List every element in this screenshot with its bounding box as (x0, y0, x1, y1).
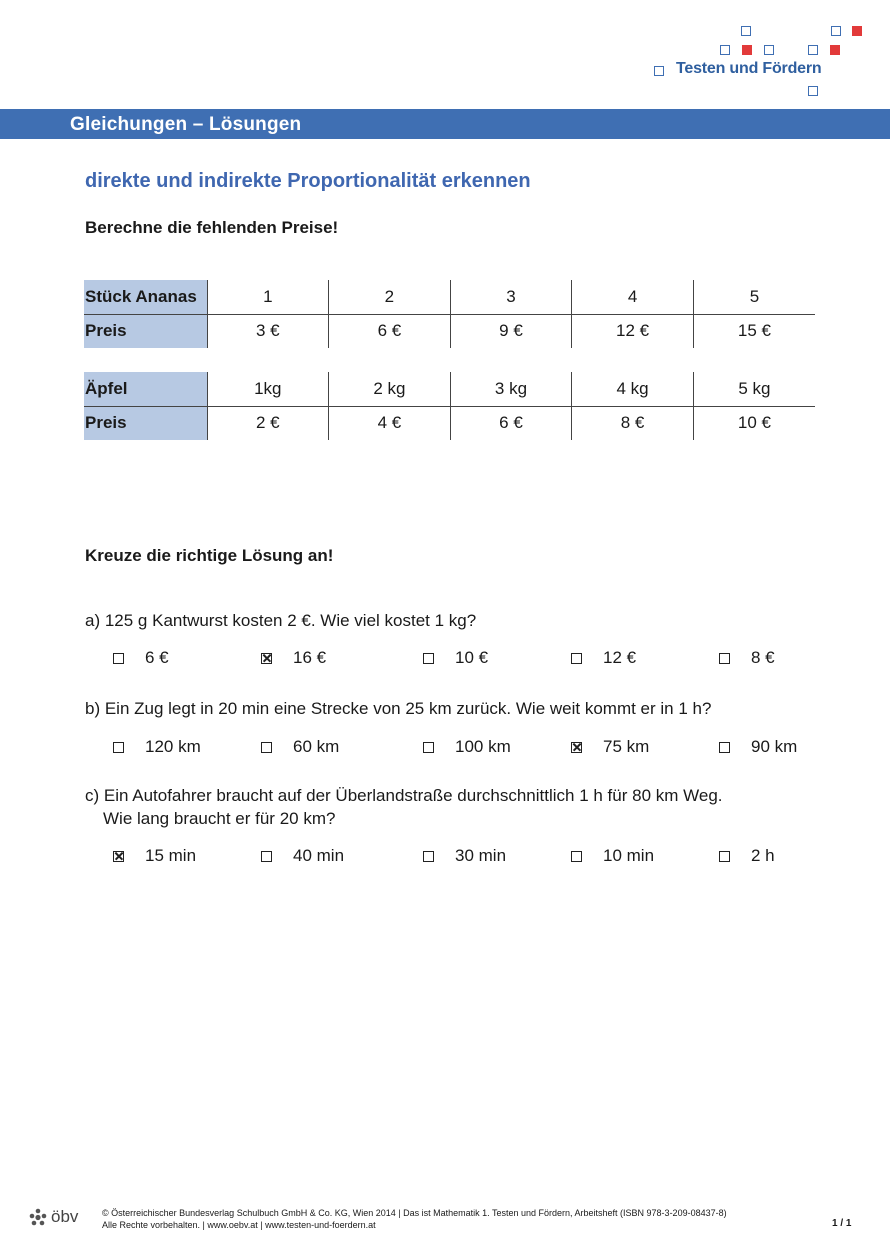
question-c: c) Ein Autofahrer braucht auf der Überlandstraße durchschnittlich 1 h für 80 km Weg. (85, 786, 723, 805)
table-cell: 4 kg (572, 372, 694, 406)
checkbox-icon[interactable] (423, 742, 434, 753)
answer-option[interactable] (261, 737, 339, 757)
table-row (84, 280, 815, 314)
logo-square (764, 45, 774, 55)
page-title: Gleichungen – Lösungen (70, 114, 302, 135)
checkbox-icon[interactable] (423, 653, 434, 664)
table-row (84, 314, 815, 348)
answer-option[interactable] (113, 737, 201, 757)
logo-square (742, 45, 752, 55)
table-cell: 10 € (693, 406, 815, 440)
answer-option[interactable] (719, 846, 775, 866)
logo-square (852, 26, 862, 36)
logo-square (831, 26, 841, 36)
table-cell: 2 € (207, 406, 329, 440)
task2-instruction: Kreuze die richtige Lösung an! (85, 546, 334, 565)
question-a: a) 125 g Kantwurst kosten 2 €. Wie viel kostet 1 kg? (85, 611, 477, 630)
answer-option[interactable] (423, 648, 488, 668)
logo-square (830, 45, 840, 55)
row-label: Stück Ananas (84, 280, 207, 314)
option-label: 8 € (751, 648, 775, 667)
logo-square (654, 66, 664, 76)
option-label: 16 € (293, 648, 327, 667)
answer-option[interactable] (571, 737, 649, 757)
answer-option[interactable] (423, 846, 506, 866)
answer-option[interactable] (571, 846, 654, 866)
table-cell: 5 kg (693, 372, 815, 406)
option-label: 2 h (751, 846, 775, 865)
table-row (84, 372, 815, 406)
table-cell: 3 € (207, 314, 329, 348)
checkbox-icon[interactable] (261, 851, 272, 862)
option-label: 15 min (145, 846, 197, 865)
oebv-logo-icon (29, 1208, 47, 1226)
section-subtitle: direkte und indirekte Proportionalität erkennen (85, 170, 531, 192)
table-cell: 8 € (572, 406, 694, 440)
task1-instruction: Berechne die fehlenden Preise! (85, 218, 339, 237)
table-cell: 5 (693, 280, 815, 314)
answer-option[interactable] (113, 648, 169, 668)
answer-option[interactable] (423, 737, 511, 757)
option-label: 60 km (293, 737, 340, 756)
row-label: Preis (84, 314, 207, 348)
option-label: 90 km (751, 737, 798, 756)
table-cell: 3 kg (450, 372, 572, 406)
table-cell: 12 € (572, 314, 694, 348)
option-label: 40 min (293, 846, 345, 865)
answer-option[interactable] (261, 846, 344, 866)
table-cell: 9 € (450, 314, 572, 348)
answer-option[interactable] (571, 648, 636, 668)
table-cell: 4 (572, 280, 694, 314)
option-label: 100 km (455, 737, 511, 756)
checkbox-icon[interactable] (261, 742, 272, 753)
checkbox-icon[interactable] (113, 851, 124, 862)
footer-copyright: © Österreichischer Bundesverlag Schulbuch GmbH & Co. KG, Wien 2014 | Das ist Mathematik 1. Testen und Fördern, Arbeitsheft (ISBN 978-3-209-08437-8) (102, 1208, 727, 1218)
option-label: 6 € (145, 648, 169, 667)
option-label: 10 min (603, 846, 655, 865)
table-cell: 1kg (207, 372, 329, 406)
footer-links: Alle Rechte vorbehalten. | www.oebv.at | www.testen-und-foerdern.at (102, 1220, 376, 1230)
checkbox-icon[interactable] (571, 851, 582, 862)
option-label: 120 km (145, 737, 201, 756)
answer-option[interactable] (719, 737, 797, 757)
checkbox-icon[interactable] (423, 851, 434, 862)
page-number: 1 / 1 (832, 1218, 852, 1229)
table-cell: 1 (207, 280, 329, 314)
checkbox-icon[interactable] (113, 742, 124, 753)
checkbox-icon[interactable] (719, 653, 730, 664)
option-label: 30 min (455, 846, 507, 865)
question-b: b) Ein Zug legt in 20 min eine Strecke von 25 km zurück. Wie weit kommt er in 1 h? (85, 699, 712, 718)
checkbox-icon[interactable] (113, 653, 124, 664)
checkbox-icon[interactable] (719, 851, 730, 862)
answer-option[interactable] (113, 846, 196, 866)
checkbox-icon[interactable] (571, 653, 582, 664)
table-cell: 15 € (693, 314, 815, 348)
logo-square (720, 45, 730, 55)
option-label: 10 € (455, 648, 489, 667)
publisher-name: öbv (51, 1207, 79, 1226)
table-cell: 6 € (329, 314, 451, 348)
brand-name: Testen und Fördern (676, 60, 822, 77)
publisher-logo (29, 1207, 78, 1227)
option-label: 75 km (603, 737, 650, 756)
option-label: 12 € (603, 648, 637, 667)
table-cell: 2 (329, 280, 451, 314)
table-row (84, 406, 815, 440)
checkbox-icon[interactable] (261, 653, 272, 664)
logo-square (741, 26, 751, 36)
answer-option[interactable] (719, 648, 775, 668)
checkbox-icon[interactable] (719, 742, 730, 753)
pineapple-price-table (84, 280, 815, 348)
logo-square (808, 45, 818, 55)
row-label: Äpfel (84, 372, 207, 406)
question-c-line2: Wie lang braucht er für 20 km? (103, 809, 336, 828)
logo-square (808, 86, 818, 96)
answer-option[interactable] (261, 648, 326, 668)
table-cell: 4 € (329, 406, 451, 440)
table-cell: 2 kg (329, 372, 451, 406)
checkbox-icon[interactable] (571, 742, 582, 753)
table-cell: 6 € (450, 406, 572, 440)
row-label: Preis (84, 406, 207, 440)
table-cell: 3 (450, 280, 572, 314)
apple-price-table (84, 372, 815, 440)
